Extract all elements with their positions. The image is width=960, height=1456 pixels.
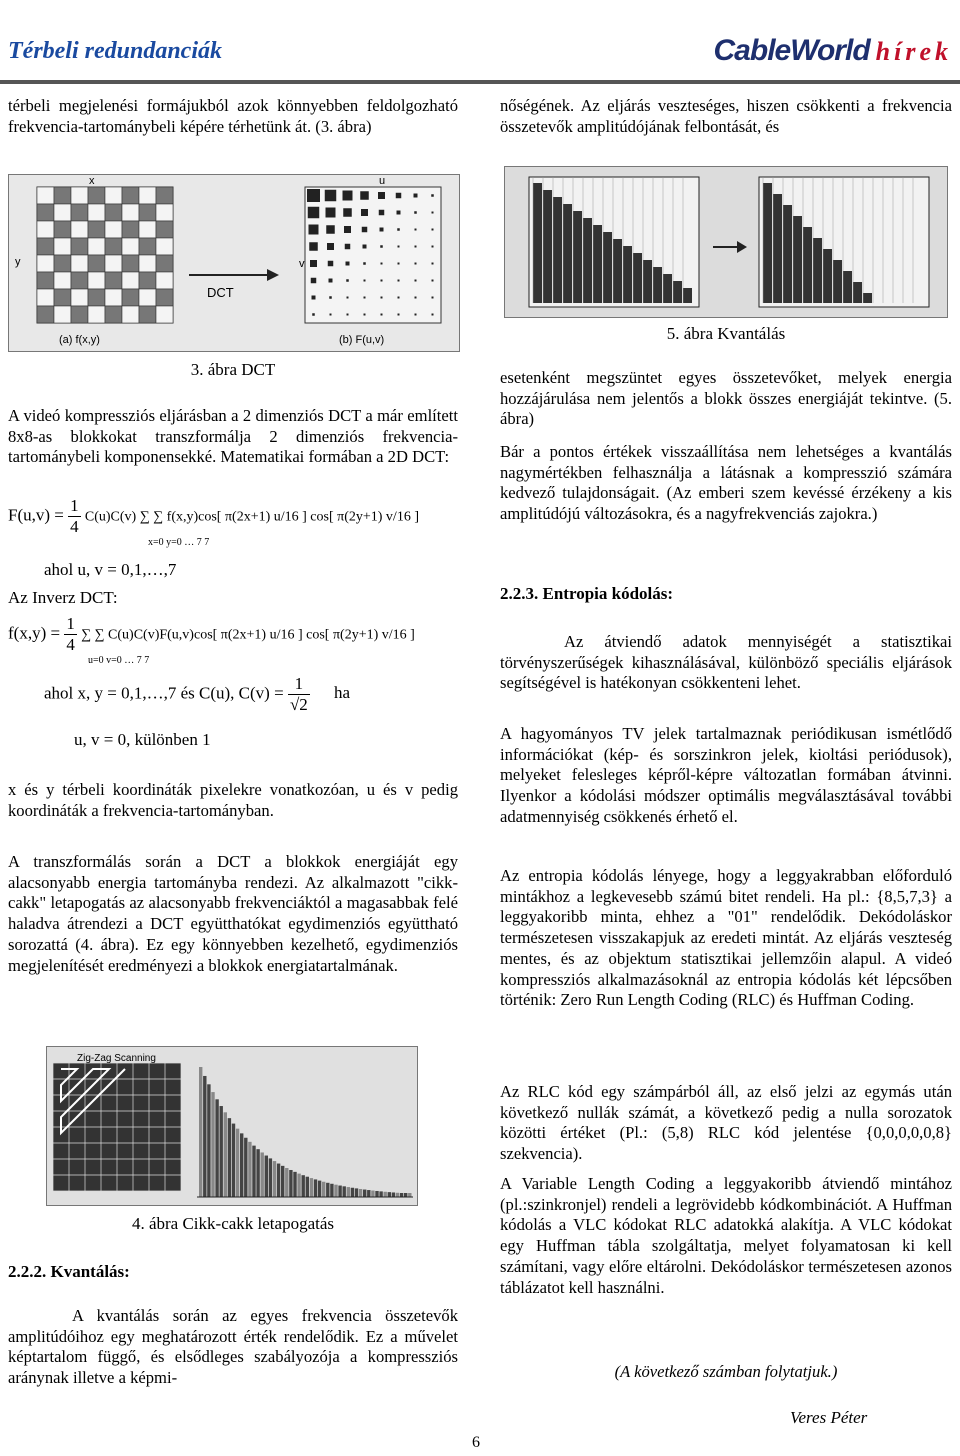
logo-sub: hírek <box>875 37 952 66</box>
header-rule <box>0 80 960 84</box>
left-intro <box>8 96 458 137</box>
right-p3 <box>500 632 952 694</box>
figure-3-dct <box>8 174 460 352</box>
right-p1 <box>500 368 952 430</box>
paragraph-energy: esetenként megszüntet egyes összetevőket, melyek energia hozzájárulása nem jelentős a blokk összes energiáját tekintve. (5. ábra) <box>500 368 952 429</box>
formula2-ahol3: u, v = 0, különben 1 <box>74 730 211 749</box>
paragraph-continued: nőségének. Az eljárás veszteséges, hiszen csökkenti a frekvencia összetevők amplitúdójának felbontását, és <box>500 96 952 136</box>
axis-u-label: u <box>379 175 386 187</box>
zigzag-illustration <box>47 1047 417 1205</box>
figure-4-caption: 4. ábra Cikk-cakk letapogatás <box>131 1214 335 1233</box>
panel-a-label: (a) f(x,y) <box>59 334 100 346</box>
figure-4-zigzag <box>46 1046 418 1206</box>
formula1-lhs: F(u,v) = <box>8 505 64 525</box>
idct-formula <box>8 614 460 666</box>
heading-kvantalas: 2.2.2. Kvantálás: <box>8 1262 130 1281</box>
formula1-limits: x=0 y=0 … 7 7 <box>148 537 210 548</box>
paragraph-entropy-coding: Az entropia kódolás lényege, hogy a leggyakrabban előforduló mintákhoz a legkevesebb számú bitet rendeli. Ha pl.: {8,5,7,3} a leggyakoribb minta, ehhez a "01" rendelődik. Dekódoláskor természetesen visszakapjuk az eredeti mintát. Az eljárás veszteség mentes, és az objektum statisztikai jellemzőin alapul. A videó kompressziós alkalmazásoknál az entropia kódolás két lépcsőben történik: Zero Run Length Coding (RLC) és Huffman Coding. <box>500 866 952 1010</box>
ahol2-text: ahol x, y = 0,1,…,7 és C(u), C(v) = <box>44 683 284 703</box>
dct-label: DCT <box>207 285 234 300</box>
paragraph-dct-intro: A videó kompressziós eljárásban a 2 dimenziós DCT a már említett 8x8-as blokkokat transzformálja 2 dimenziós frekvencia-tartománybeli komponensekké. Matematikai formában a 2D DCT: <box>8 406 458 467</box>
paragraph-vlc: A Variable Length Coding a leggyakoribb átviendő mintához (pl.:szinkronjel) rendeli a legrövidebb kódkombinációt. A Huffman kódolás a VLC kódokat RLC adatokká alakítja. A VLC kódokat egy Huffman tábla szolgáltatja, melyet folyamatosan ki kell számítani, vagy előre eltárolni. Dekódoláskor természetesen azonos táblázatot kell használni. <box>500 1174 952 1297</box>
figure-5-quantization <box>504 166 948 318</box>
figure-5-caption: 5. ábra Kvantálás <box>666 324 786 343</box>
formula1-body: C(u)C(v) ∑ ∑ f(x,y)cos[ π(2x+1) u/16 ] cos[ π(2y+1) v/16 ] <box>84 509 419 525</box>
quantization-illustration <box>505 167 947 317</box>
right-p6 <box>500 1082 952 1165</box>
figure-3-caption: 3. ábra DCT <box>190 360 276 379</box>
left-p3 <box>8 852 458 976</box>
continued-note: (A következő számban folytatjuk.) <box>614 1362 838 1381</box>
left-p2 <box>8 780 458 821</box>
paragraph-tv-signals: A hagyományos TV jelek tartalmaznak periódikusan ismétlődő információkat (kép- és sorszinkron jelek, kioltási periódusok), melyeket felesleges képről-képre változatlan formában átvinni. Ilyenkor a kódolási módszer optimális megválasztásával további adatmennyiség csökkenés érhető el. <box>500 724 952 826</box>
paragraph-coordinates: x és y térbeli koordináták pixelekre vonatkozóan, u és v pedig koordináták a frekvencia-tartományban. <box>8 780 458 820</box>
author-signature: Veres Péter <box>790 1408 868 1427</box>
paragraph-rlc: Az RLC kód egy számpárból áll, az első jelzi az egymás után következő nullák számát, a következő pedig a nulla sorozatok közötti értéket (Pl.: (5,8) RLC kód jelentése {0,0,0,0,0,8} szekvencia). <box>500 1082 952 1164</box>
axis-x-label: x <box>89 175 95 187</box>
running-title: Térbeli redundanciák <box>8 38 222 64</box>
dct-formula <box>8 496 460 548</box>
right-p2 <box>500 442 952 525</box>
page-number: 6 <box>472 1434 480 1451</box>
ahol2-fraction: $\frac{1}{√2}$ <box>289 674 308 714</box>
formula2-limits: u=0 v=0 … 7 7 <box>88 655 150 666</box>
axis-v-label: v <box>299 258 305 270</box>
panel-b-label: (b) F(u,v) <box>339 334 385 346</box>
zigzag-label: Zig-Zag Scanning <box>77 1053 156 1064</box>
paragraph-vision: Bár a pontos értékek visszaállítása nem lehetséges a kvantálás nagymértékben felhasználja a látásnak a kompresszió számára kedvező tulajdonságait. (Az emberi szem kevéssé érzékeny a kis amplitúdójú változásokra, és a nagyfrekvenciás zajokra.) <box>500 442 952 524</box>
right-p5 <box>500 866 952 1011</box>
logo-main: CableWorld <box>713 34 870 67</box>
formula2-lhs: f(x,y) = <box>8 623 61 643</box>
formula1-ahol: ahol u, v = 0,1,…,7 <box>44 560 177 579</box>
dct-illustration <box>9 175 459 351</box>
paragraph-statistics: Az átviendő adatok mennyiségét a statisztikai törvényszerűségek kihasználásával, különböző speciális eljárások segítségével is hatékonyan csökkenteni lehet. <box>500 632 952 693</box>
formula2-coefficient: $\frac{1}{4}$ <box>66 614 75 654</box>
heading-entropia: 2.2.3. Entropia kódolás: <box>500 584 674 603</box>
axis-y-label: y <box>15 256 21 268</box>
right-p7 <box>500 1174 952 1298</box>
right-p4 <box>500 724 952 828</box>
formula1-coefficient: $\frac{1}{4}$ <box>70 496 79 536</box>
paragraph-zigzag: A transzformálás során a DCT a blokkok energiáját egy alacsonyabb energia tartományba rendezi. Az alkalmazott "cikk-cakk" letapogatás az alacsonyabb frekvenciáktól a magasabbak felé haladva átrendezi a DCT együtthatókat egydimenziós együttható sorozattá (4. ábra). Ez egy könnyebben kezelhető, egydimenziós megjelenítését eredményezi a blokkok energiatartalmának. <box>8 852 458 975</box>
left-p1 <box>8 406 458 468</box>
ahol2-ha: ha <box>334 683 351 703</box>
inverse-dct-label: Az Inverz DCT: <box>8 588 118 607</box>
formula2-body: ∑ ∑ C(u)C(v)F(u,v)cos[ π(2x+1) u/16 ] cos[ π(2y+1) v/16 ] <box>81 627 415 643</box>
formula2-ahol <box>44 674 458 715</box>
right-p0 <box>500 96 952 137</box>
intro-paragraph: térbeli megjelenési formájukból azok könnyebben feldolgozható frekvencia-tartománybeli képére térhetünk át. (3. ábra) <box>8 96 458 136</box>
cableworld-logo <box>714 34 952 68</box>
left-p4 <box>8 1306 458 1389</box>
paragraph-kvantalas: A kvantálás során az egyes frekvencia összetevők amplitúdóihoz egy meghatározott érték rendelődik. Ez a művelet képtartalom függő, és elsődleges szabályozója a kompressziós aránynak illetve a képmi- <box>8 1306 458 1388</box>
